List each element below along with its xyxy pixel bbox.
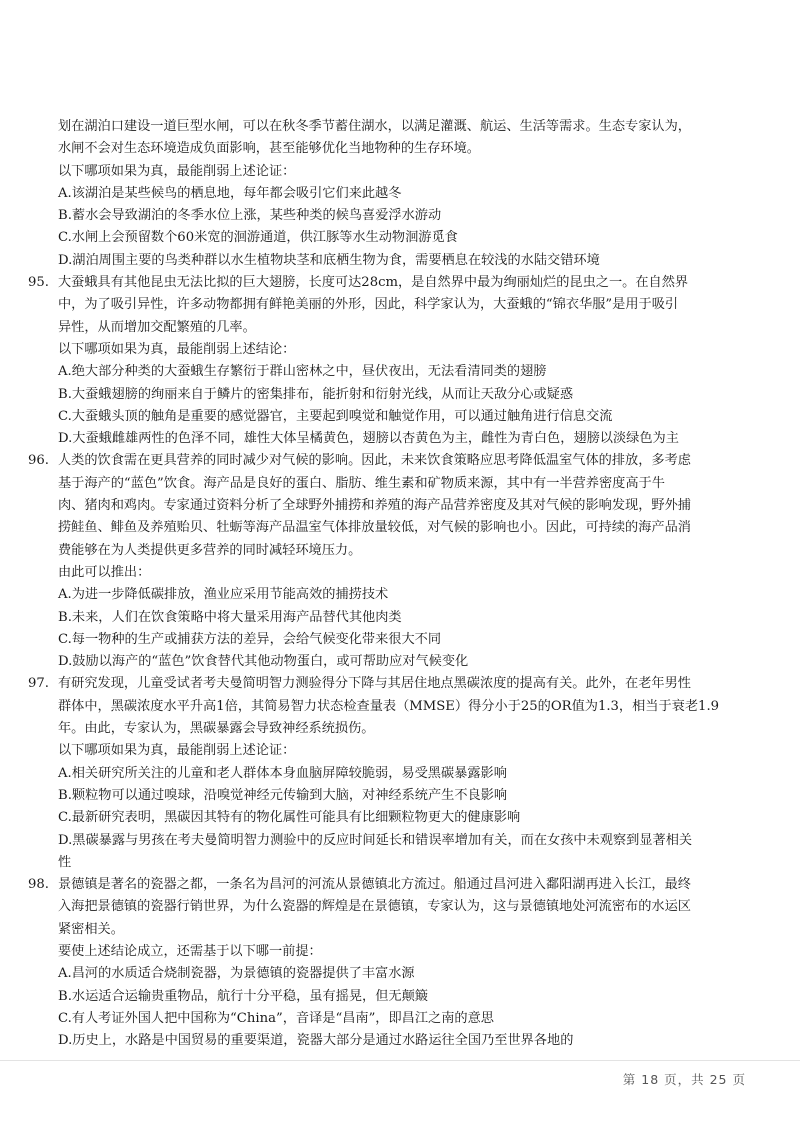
question-95-block: [28, 272, 758, 450]
option-a: A.绝大部分种类的大蚕蛾生存繁衍于群山密林之中，昼伏夜出，无法看清同类的翅膀: [58, 364, 547, 380]
option-a: A.该湖泊是某些候鸟的栖息地，每年都会吸引它们来此越冬: [58, 185, 402, 201]
question-stem-line: 大蚕蛾具有其他昆虫无法比拟的巨大翅膀，长度可达28cm，是自然界中最为绚丽灿烂的昆虫之一。在自然界: [58, 275, 689, 291]
question-number: 97.: [28, 676, 49, 692]
option-c: C.最新研究表明，黑碳因其特有的物化属性可能具有比细颗粒物更大的健康影响: [58, 810, 521, 826]
question-number: 98.: [28, 877, 49, 893]
option-c: C.有人考证外国人把中国称为“China”，音译是“昌南”，即昌江之南的意思: [58, 1010, 494, 1026]
question-stem-line: 中，为了吸引异性，许多动物都拥有鲜艳美丽的外形，因此，科学家认为，大蚕蛾的“锦衣华服”是用于吸引: [58, 297, 679, 313]
question-stem-line: 人类的饮食需在更具营养的同时减少对气候的影响。因此，未来饮食策略应思考降低温室气体的排放，多考虑: [58, 453, 691, 469]
question-number: 95.: [28, 275, 49, 291]
question-stem-line: 有研究发现，儿童受试者考夫曼简明智力测验得分下降与其居住地点黑碳浓度的提高有关。此外，在老年男性: [58, 676, 691, 692]
option-b: B.水运适合运输贵重物品，航行十分平稳，虽有摇晃，但无颠簸: [58, 988, 428, 1004]
option-a: A.昌河的水质适合烧制瓷器，为景德镇的瓷器提供了丰富水源: [58, 966, 415, 982]
option-c: C.大蚕蛾头顶的触角是重要的感觉器官，主要起到嗅觉和触觉作用，可以通过触角进行信息交流: [58, 408, 613, 424]
question-prompt: 要使上述结论成立，还需基于以下哪一前提：: [58, 943, 322, 959]
option-d: D.黑碳暴露与男孩在考夫曼简明智力测验中的反应时间延长和错误率增加有关，而在女孩中未观察到显著相关: [58, 832, 693, 848]
option-d: D.大蚕蛾雌雄两性的色泽不同，雄性大体呈橘黄色，翅膀以杏黄色为主，雌性为青白色，翅膀以淡绿色为主: [58, 431, 679, 447]
question-stem-line: 群体中，黑碳浓度水平升高1倍，其简易智力状态检查量表（MMSE）得分小于25的OR值为1.3，相当于衰老1.9: [58, 698, 720, 714]
question-stem-line: 费能够在为人类提供更多营养的同时减轻环境压力。: [58, 542, 362, 558]
question-stem-line: 紧密相关。: [58, 921, 124, 937]
option-d: D.鼓励以海产的“蓝色”饮食替代其他动物蛋白，或可帮助应对气候变化: [58, 654, 469, 670]
option-a: A.为进一步降低碳排放，渔业应采用节能高效的捕捞技术: [58, 587, 389, 603]
question-stem-line: 异性，从而增加交配繁殖的几率。: [58, 319, 256, 335]
option-d: D.湖泊周围主要的鸟类种群以水生植物块茎和底栖生物为食，需要栖息在较浅的水陆交错环境: [58, 252, 600, 268]
option-b: B.大蚕蛾翅膀的绚丽来自于鳞片的密集排布，能折射和衍射光线，从而让天敌分心或疑惑: [58, 386, 574, 402]
option-c: C.每一物种的生产或捕获方法的差异，会给气候变化带来很大不同: [58, 631, 442, 647]
question-prompt: 由此可以推出：: [58, 564, 151, 580]
option-b: B.颗粒物可以通过嗅球，沿嗅觉神经元传输到大脑，对神经系统产生不良影响: [58, 787, 508, 803]
question-97-block: [28, 673, 758, 874]
question-stem-line: 入海把景德镇的瓷器行销世界，为什么瓷器的辉煌是在景德镇，专家认为，这与景德镇地处河流密布的水运区: [58, 899, 691, 915]
option-a: A.相关研究所关注的儿童和老人群体本身血脑屏障较脆弱，易受黑碳暴露影响: [58, 765, 507, 781]
option-b: B.蓄水会导致湖泊的冬季水位上涨，某些种类的候鸟喜爱浮水游动: [58, 208, 442, 224]
page-content: [28, 116, 758, 1052]
footer-divider: [0, 1060, 800, 1061]
question-stem-line: 捞鲑鱼、鲱鱼及养殖贻贝、牡蛎等海产品温室气体排放量较低，对气候的影响也小。因此，可持续的海产品消: [58, 520, 691, 536]
question-prompt: 以下哪项如果为真，最能削弱上述结论：: [58, 341, 296, 357]
option-d: D.历史上，水路是中国贸易的重要渠道，瓷器大部分是通过水路运往全国乃至世界各地的: [58, 1033, 574, 1049]
question-stem-line: 年。由此，专家认为，黑碳暴露会导致神经系统损伤。: [58, 721, 375, 737]
question-stem-line: 基于海产的“蓝色”饮食。海产品是良好的蛋白、脂肪、维生素和矿物质来源，其中有一半营养密度高于牛: [58, 475, 665, 491]
question-stem-line: 肉、猪肉和鸡肉。专家通过资料分析了全球野外捕捞和养殖的海产品营养密度及其对气候的影响发现，野外捕: [58, 498, 691, 514]
question-stem-line: 景德镇是著名的瓷器之都，一条名为昌河的河流从景德镇北方流过。船通过昌河进入鄱阳湖再进入长江，最终: [58, 877, 691, 893]
question-98-block: [28, 874, 758, 1052]
option-d-continuation: 性: [58, 854, 72, 870]
question-prompt: 以下哪项如果为真，最能削弱上述论证：: [58, 163, 296, 179]
option-b: B.未来，人们在饮食策略中将大量采用海产品替代其他肉类: [58, 609, 402, 625]
page-number: 第 18 页，共 25 页: [622, 1072, 746, 1087]
question-prompt: 以下哪项如果为真，最能削弱上述论证：: [58, 743, 296, 759]
question-94-block: [58, 116, 758, 272]
option-c: C.水闸上会预留数个60米宽的洄游通道，供江豚等水生动物洄游觅食: [58, 230, 458, 246]
question-number: 96.: [28, 453, 49, 469]
question-stem-line: 水闸不会对生态环境造成负面影响，甚至能够优化当地物种的生存环境。: [58, 141, 480, 157]
question-stem-line: 划在湖泊口建设一道巨型水闸，可以在秋冬季节蓄住湖水，以满足灌溉、航运、生活等需求。生态专家认为，: [58, 119, 691, 134]
question-96-block: [28, 450, 758, 673]
